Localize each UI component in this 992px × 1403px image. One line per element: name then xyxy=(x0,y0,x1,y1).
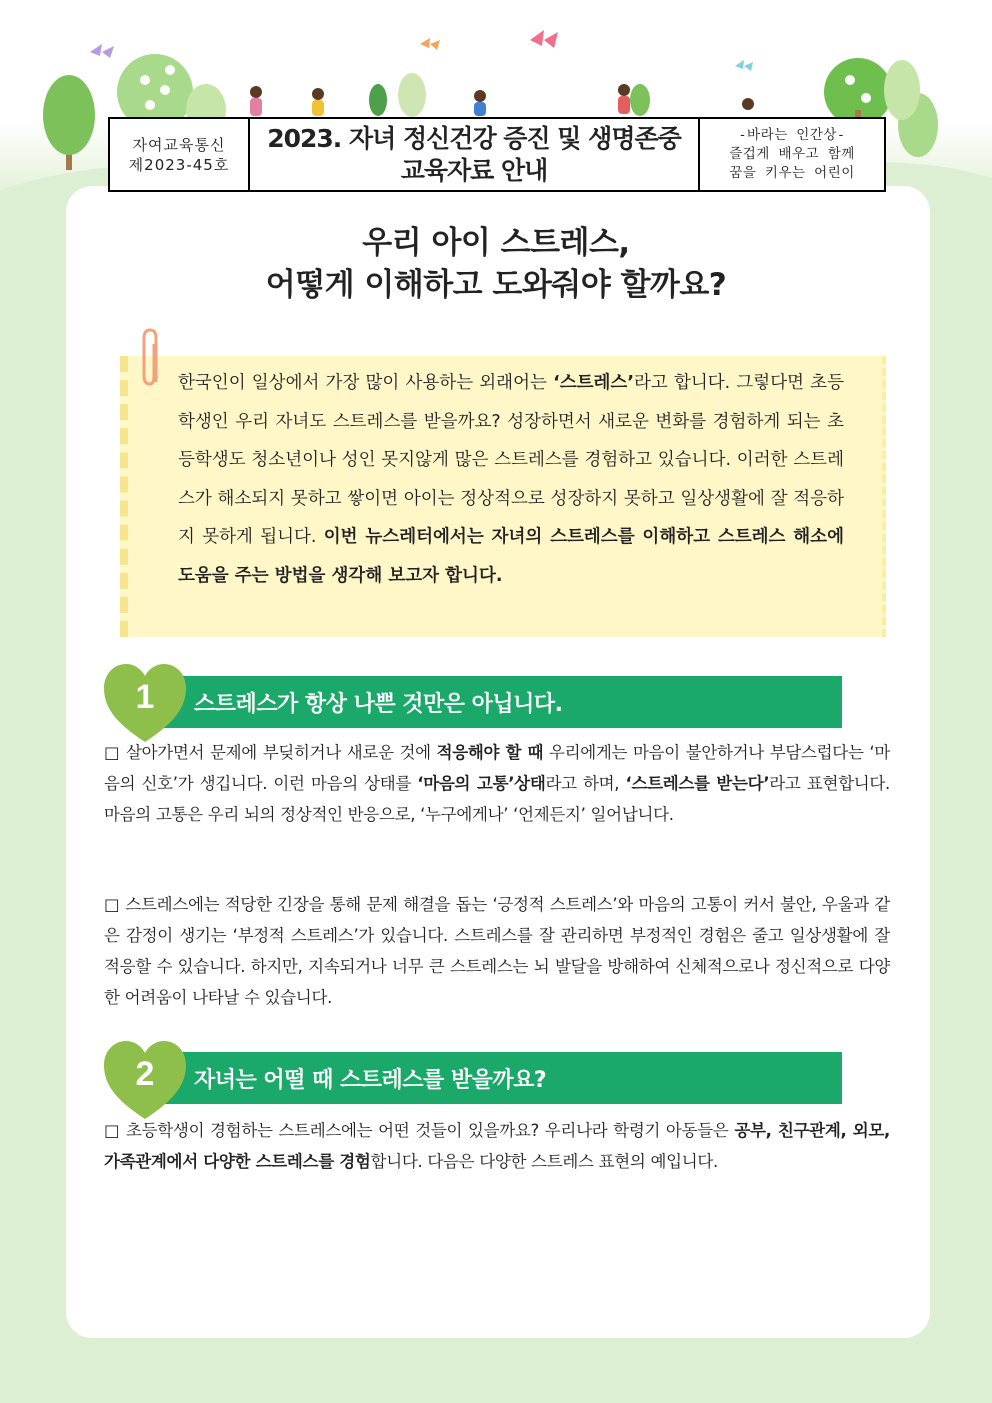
butterfly-icon xyxy=(420,38,440,50)
heart-icon xyxy=(104,664,186,744)
motto-line1: -바라는 인간상- xyxy=(738,127,846,143)
main-title-line1: 우리 아이 스트레스, xyxy=(362,225,630,261)
butterfly-icon xyxy=(530,30,558,48)
section2-bar xyxy=(160,1052,842,1104)
person-icon xyxy=(312,88,324,100)
person-icon xyxy=(742,98,754,110)
title-line1: 2023. 자녀 정신건강 증진 및 생명존중 xyxy=(267,123,681,153)
main-title xyxy=(0,222,992,306)
s1p1-b: 적응해야 할 때 xyxy=(436,743,544,762)
s2p1-b: 공부, 친구관계, 외모, 가족관계에서 다양한 스트레스를 경험 xyxy=(104,1121,891,1171)
intro-note xyxy=(120,356,886,637)
s1p1-f: ‘스트레스를 받는다’ xyxy=(625,774,770,793)
person-icon xyxy=(250,86,262,98)
header-motto xyxy=(700,119,884,190)
header-issue xyxy=(110,119,250,190)
section1-number: 1 xyxy=(135,678,155,716)
intro-text-1: 한국인이 일상에서 가장 많이 사용하는 외래어는 xyxy=(178,373,554,393)
intro-text xyxy=(178,364,844,595)
s1p1-a: □ 살아가면서 문제에 부딪히거나 새로운 것에 xyxy=(104,743,437,762)
section2-number: 2 xyxy=(135,1055,155,1093)
issue-number: 제2023-45호 xyxy=(128,155,230,174)
s2p1-a: □ 초등학생이 경험하는 스트레스에는 어떤 것들이 있을까요? 우리나라 학령기 아동들은 xyxy=(104,1121,735,1140)
s1p1-e: 라고 하며, xyxy=(545,774,626,793)
intro-highlight: 이번 뉴스레터에서는 자녀의 스트레스를 이해하고 스트레스 해소에 도움을 주는 방법을 생각해 보고자 합니다. xyxy=(178,527,844,586)
person-icon xyxy=(474,90,486,102)
newsletter-header xyxy=(108,117,886,192)
section1-paragraph1 xyxy=(104,737,890,830)
s2p1-c: 합니다. 다음은 다양한 스트레스 표현의 예입니다. xyxy=(370,1152,718,1171)
header-title xyxy=(250,119,700,190)
butterfly-icon xyxy=(735,60,753,71)
section1-title: 스트레스가 항상 나쁜 것만은 아닙니다. xyxy=(194,691,563,717)
main-title-line2: 어떻게 이해하고 도와줘야 할까요? xyxy=(265,267,727,303)
motto-line2: 즐겁게 배우고 함께 xyxy=(729,146,855,162)
s1p1-c: 우리에게는 마음이 불안하거나 부담스럽다는 ‘마음의 신호’가 생깁니다. 이런 마음의 상태를 xyxy=(104,743,890,793)
butterfly-icon xyxy=(90,44,114,58)
intro-keyword: ‘스트레스’ xyxy=(553,373,634,393)
tree-icon xyxy=(43,75,95,155)
person-icon xyxy=(618,84,630,96)
s1p1-d: ‘마음의 고통’상태 xyxy=(417,774,546,793)
intro-text-2: 라고 합니다. 그렇다면 초등학생인 우리 자녀도 스트레스를 받을까요? 성장하면서 새로운 변화를 경험하게 되는 초등학생도 청소년이나 성인 못지않게 많은 스트레스를 경험하고 있습니다. 이러한 스트레스가 해소되지 못하고 쌓이면 아이는 정상적으로 성장하지 못하고 일상생활에 잘 적응하지 못하게 됩니다. xyxy=(178,373,844,547)
section2-paragraph1 xyxy=(104,1115,890,1177)
s1p1-g: 라고 표현합니다. 마음의 고통은 우리 뇌의 정상적인 반응으로, ‘누구에게나’ ‘언제든지’ 일어납니다. xyxy=(104,774,890,824)
heart-icon xyxy=(104,1041,186,1121)
section1-paragraph2 xyxy=(104,889,890,1013)
motto-line3: 꿈을 키우는 어린이 xyxy=(729,165,855,181)
section2-title: 자녀는 어떨 때 스트레스를 받을까요? xyxy=(194,1067,547,1093)
section1-bar xyxy=(160,676,842,728)
title-line2: 교육자료 안내 xyxy=(400,155,548,185)
issue-name: 자여교육통신 xyxy=(132,135,226,154)
paperclip-icon xyxy=(138,326,162,388)
s1p2: □ 스트레스에는 적당한 긴장을 통해 문제 해결을 돕는 ‘긍정적 스트레스’와 마음의 고통이 커서 불안, 우울과 같은 감정이 생기는 ‘부정적 스트레스’가 있습니다. 스트레스를 잘 관리하면 부정적인 경험은 줄고 일상생활에 잘 적응할 수 있습니다. 하지만, 지속되거나 너무 큰 스트레스는 뇌 발달을 방해하여 신체적으로나 정신적으로 다양한 어려움이 나타날 수 있습니다. xyxy=(104,895,890,1007)
